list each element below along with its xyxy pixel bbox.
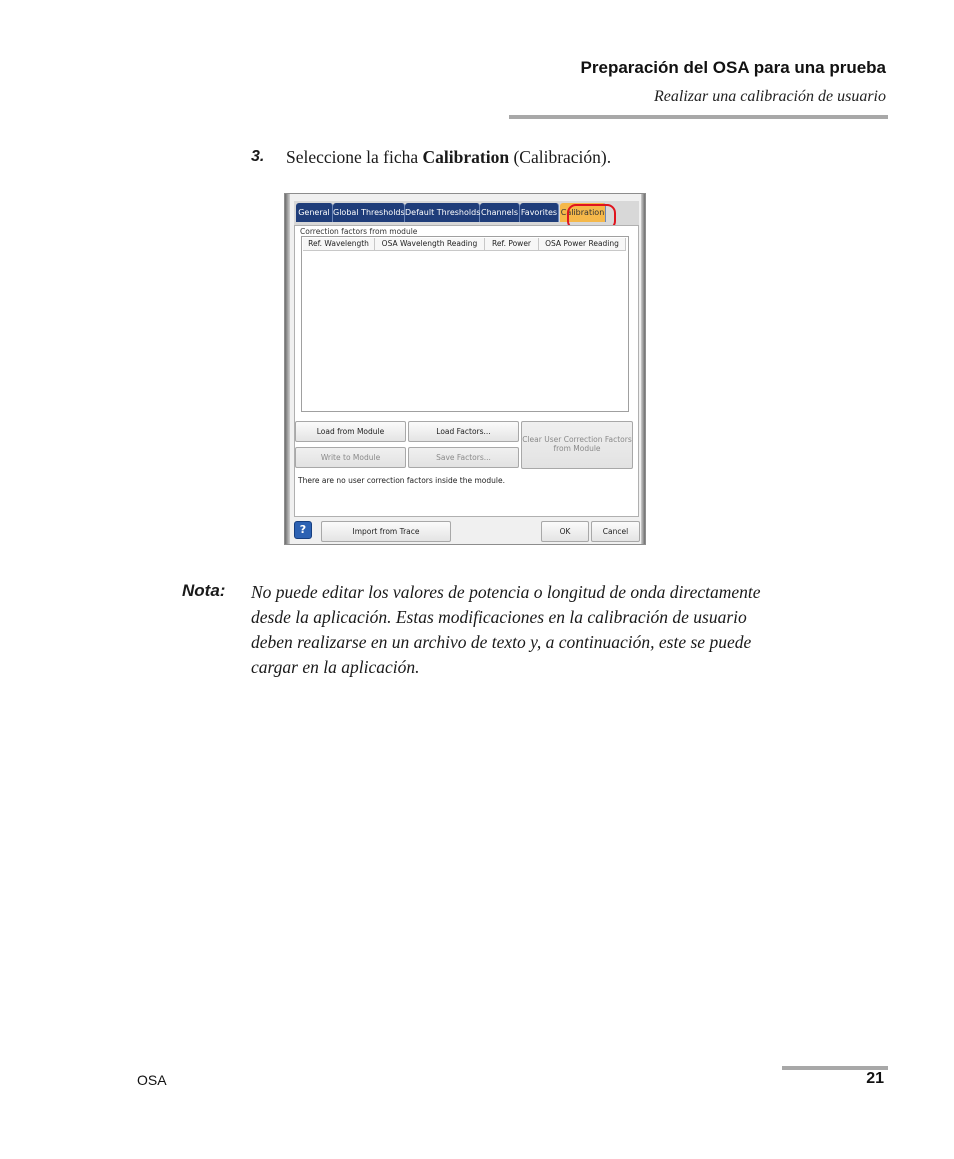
note-line: No puede editar los valores de potencia o longitud de onda directamente — [251, 582, 761, 602]
table-header — [303, 238, 626, 251]
step-instruction — [286, 147, 611, 168]
status-message: There are no user correction factors inside the module. — [298, 476, 505, 485]
tab-default-thresholds[interactable]: Default Thresholds — [405, 203, 480, 222]
cancel-button[interactable]: Cancel — [591, 521, 640, 542]
column-ref-wavelength[interactable]: Ref. Wavelength — [303, 238, 375, 250]
load-factors-button[interactable]: Load Factors... — [408, 421, 519, 442]
clear-correction-factors-button[interactable]: Clear User Correction Factors from Module — [521, 421, 633, 469]
header-divider — [509, 115, 888, 119]
step-text-bold: Calibration — [422, 147, 510, 167]
tab-channels[interactable]: Channels — [480, 203, 520, 222]
note-line: desde la aplicación. Estas modificaciones en la calibración de usuario — [251, 607, 747, 627]
help-icon[interactable]: ? — [294, 521, 312, 539]
footer-product-name: OSA — [137, 1072, 167, 1088]
load-from-module-button[interactable]: Load from Module — [295, 421, 406, 442]
page-number: 21 — [866, 1070, 884, 1087]
setup-dialog-screenshot — [284, 193, 646, 545]
write-to-module-button[interactable]: Write to Module — [295, 447, 406, 468]
dialog-left-edge — [285, 194, 290, 544]
correction-factors-table — [301, 236, 629, 412]
note-body — [251, 580, 876, 680]
save-factors-button[interactable]: Save Factors... — [408, 447, 519, 468]
step-number: 3. — [251, 148, 265, 165]
calibration-panel — [294, 225, 639, 517]
dialog-right-edge — [641, 194, 645, 544]
tab-general[interactable]: General — [296, 203, 333, 222]
tab-strip — [294, 201, 639, 226]
group-label: Correction factors from module — [300, 227, 418, 236]
column-ref-power[interactable]: Ref. Power — [485, 238, 539, 250]
column-osa-wavelength-reading[interactable]: OSA Wavelength Reading — [375, 238, 485, 250]
running-header-subtitle: Realizar una calibración de usuario — [654, 88, 886, 105]
tab-calibration[interactable]: Calibration — [560, 203, 606, 222]
column-osa-power-reading[interactable]: OSA Power Reading — [539, 238, 626, 250]
tab-favorites[interactable]: Favorites — [520, 203, 559, 222]
note-label: Nota: — [182, 581, 226, 600]
ok-button[interactable]: OK — [541, 521, 589, 542]
note-line: cargar en la aplicación. — [251, 657, 420, 677]
tab-global-thresholds[interactable]: Global Thresholds — [333, 203, 405, 222]
running-header-title: Preparación del OSA para una prueba — [580, 58, 886, 77]
step-text-after: (Calibración). — [509, 147, 612, 167]
note-line: deben realizarse en un archivo de texto y, a continuación, este se puede — [251, 632, 752, 652]
step-text-before: Seleccione la ficha — [286, 147, 423, 167]
import-from-trace-button[interactable]: Import from Trace — [321, 521, 451, 542]
